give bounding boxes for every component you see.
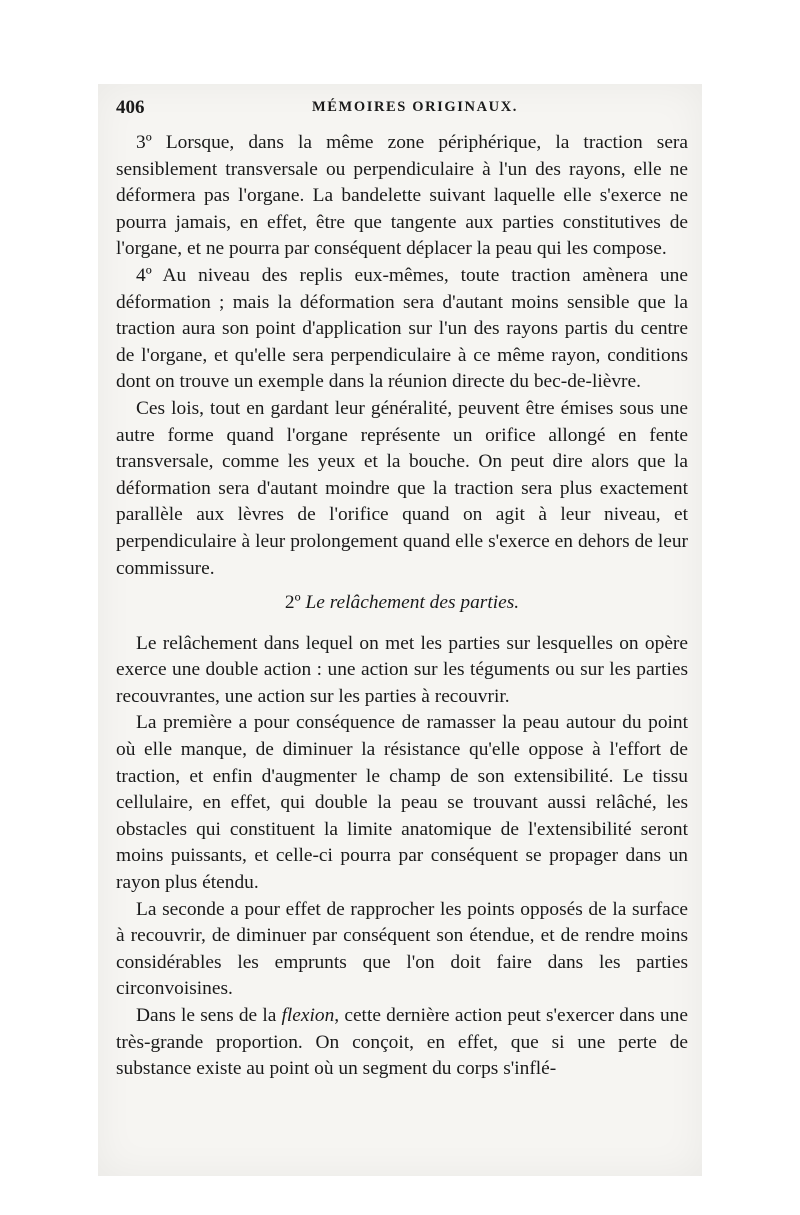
page-number: 406	[116, 97, 145, 118]
flexion-term: flexion	[281, 1005, 335, 1026]
paragraph-laws: Ces lois, tout en gardant leur généralité, peuvent être émises sous une autre forme quand l'organe représente un orifice allongé en fente transversale, comme les yeux et la bouche. On peut dire alors que la déformation sera d'autant moindre que la traction sera plus exactement parallèle aux lèvres de l'orifice quand on agit à leur niveau, et perpendiculaire à leur prolongement quand elle s'exerce en dehors de leur commissure.	[116, 397, 688, 579]
paragraph-rule-3: 3º Lorsque, dans la même zone périphérique, la traction sera sensiblement transversale ou perpendiculaire à l'un des rayons, elle ne déformera pas l'organe. La bandelette suivant laquelle elle s'exerce ne pourra jamais, en effet, être que tangente aux parties constitutives de l'organe, et ne pourra par conséquent déplacer la peau qui les compose.	[116, 132, 688, 260]
running-title: MÉMOIRES ORIGINAUX.	[312, 99, 519, 115]
paragraph-flexion	[116, 1003, 688, 1083]
paragraph-seconde: La seconde a pour effet de rapprocher les points opposés de la surface à recouvrir, de diminuer par conséquent son étendue, et de rendre moins considérables les emprunts que l'on doit faire dans les parties circonvoisines.	[116, 898, 688, 1000]
paragraph-rule-4: 4º Au niveau des replis eux-mêmes, toute traction amènera une déformation ; mais la déformation sera d'autant moins sensible que la traction aura son point d'application sur l'un des rayons partis du centre de l'organe, et qu'elle sera perpendiculaire à ce même rayon, conditions dont on trouve un exemple dans la réunion directe du bec-de-lièvre.	[116, 264, 688, 393]
paragraph-relachement: Le relâchement dans lequel on met les parties sur lesquelles on opère exerce une double action : une action sur les téguments ou sur les parties recouvrantes, une action sur les parties à recouvrir.	[116, 632, 688, 707]
paragraph-premiere: La première a pour conséquence de ramasser la peau autour du point où elle manque, de diminuer la résistance qu'elle oppose à l'effort de traction, et enfin d'augmenter le champ de son extensibilité. Le tissu cellulaire, en effet, qui double la peau se trouvant aussi relâché, les obstacles qui constituent la limite anatomique de l'extensibilité seront moins puissants, et celle-ci pourra par conséquent se propager dans un rayon plus étendu.	[116, 712, 688, 894]
section-number: 2º	[284, 592, 301, 614]
body-text	[116, 130, 688, 1083]
section-title: Le relâchement des parties.	[305, 592, 520, 614]
flexion-text-before: Dans le sens de la	[136, 1005, 282, 1026]
page-header	[116, 97, 688, 127]
flexion-text-after: , cette dernière action peut s'exercer dans une très-grande proportion. On conçoit, en effet, que si une perte de substance existe au point où un segment du corps s'inflé-	[116, 1005, 688, 1080]
section-heading	[116, 590, 688, 617]
